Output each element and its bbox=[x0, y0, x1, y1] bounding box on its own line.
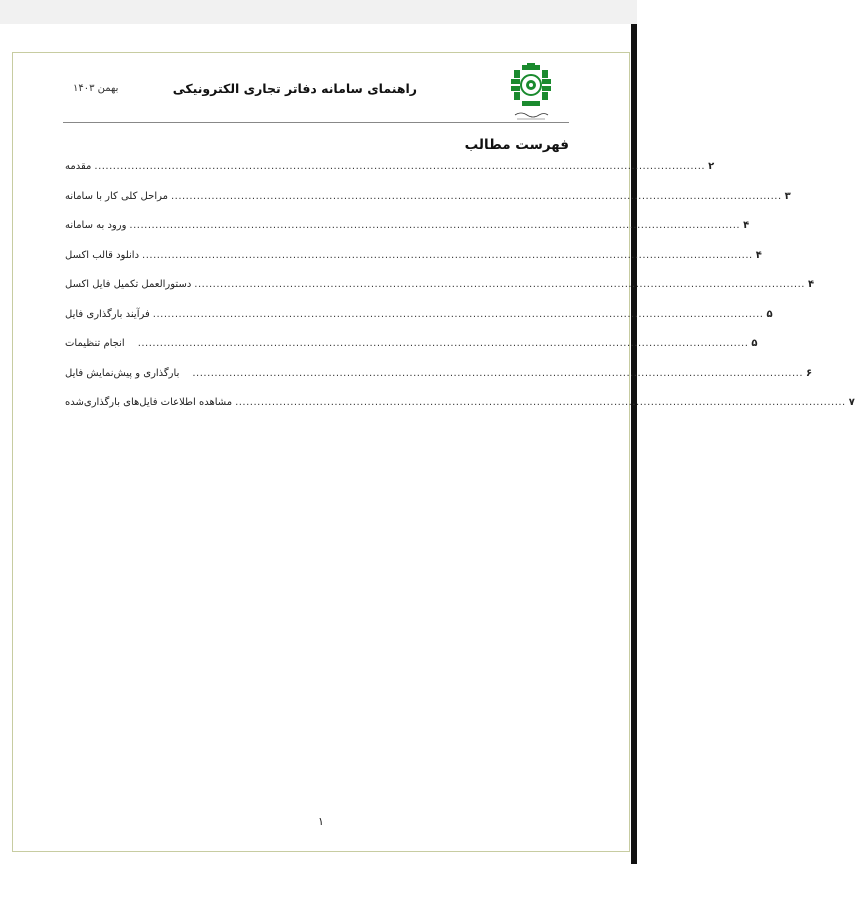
toc-leader-dots: ...................................................................................................................................................................... bbox=[137, 338, 749, 349]
toc-leader-dots: ...................................................................................................................................................................... bbox=[142, 249, 753, 261]
toc-entry-title: مراحل کلی کار با سامانه bbox=[65, 190, 168, 202]
viewer-top-bar bbox=[0, 0, 637, 24]
tax-organization-logo-icon bbox=[509, 63, 553, 123]
toc-entry-title: دانلود قالب اکسل bbox=[65, 249, 140, 261]
toc-entry-page: ۵ bbox=[751, 338, 758, 349]
toc-leader-dots: ...................................................................................................................................................................... bbox=[194, 279, 805, 290]
toc-entry-view-uploaded[interactable] bbox=[65, 397, 855, 427]
document-date: بهمن ۱۴۰۳ bbox=[73, 83, 119, 94]
toc-leader-dots: ...................................................................................................................................................................... bbox=[129, 220, 741, 231]
toc-entry-page: ۷ bbox=[848, 397, 855, 408]
toc-list bbox=[65, 161, 855, 427]
toc-entry-page: ۴ bbox=[807, 279, 815, 290]
toc-leader-dots: ...................................................................................................................................................................... bbox=[170, 190, 782, 202]
toc-heading: فهرست مطالب bbox=[464, 137, 569, 153]
toc-entry-title: مقدمه bbox=[65, 161, 92, 172]
toc-leader-dots: ...................................................................................................................................................................... bbox=[235, 397, 846, 408]
header-divider bbox=[63, 122, 569, 123]
toc-entry-login[interactable] bbox=[65, 220, 750, 250]
toc-entry-page: ۵ bbox=[766, 308, 773, 320]
toc-entry-excel-instructions[interactable] bbox=[65, 279, 815, 309]
toc-entry-title: مشاهده اطلاعات فایل‌های بارگذاری‌شده bbox=[65, 397, 233, 408]
viewer-scrollbar[interactable] bbox=[631, 24, 637, 864]
toc-leader-dots: ...................................................................................................................................................................... bbox=[192, 367, 804, 379]
toc-entry-page: ۴ bbox=[755, 249, 762, 261]
toc-entry-upload-preview[interactable] bbox=[65, 367, 813, 398]
toc-entry-title: دستورالعمل تکمیل فایل اکسل bbox=[65, 279, 192, 290]
toc-entry-page: ۲ bbox=[708, 161, 715, 172]
page-number: ۱ bbox=[318, 815, 324, 828]
toc-entry-title: انجام تنظیمات bbox=[65, 338, 125, 349]
toc-entry-upload-process[interactable] bbox=[65, 308, 773, 339]
toc-entry-download-template[interactable] bbox=[65, 249, 762, 280]
toc-entry-title: بارگذاری و پیش‌نمایش فایل bbox=[65, 367, 180, 379]
toc-entry-page: ۳ bbox=[784, 190, 791, 202]
toc-entry-title: ورود به سامانه bbox=[65, 220, 127, 231]
document-page bbox=[12, 52, 855, 852]
toc-entry-settings[interactable] bbox=[65, 338, 758, 368]
toc-entry-general-steps[interactable] bbox=[65, 190, 791, 221]
toc-entry-introduction[interactable] bbox=[65, 161, 715, 191]
toc-entry-title: فرآیند بارگذاری فایل bbox=[65, 308, 150, 320]
toc-leader-dots: ...................................................................................................................................................................... bbox=[94, 161, 706, 172]
document-title: راهنمای سامانه دفاتر تجاری الکترونیکی bbox=[172, 81, 417, 96]
toc-entry-page: ۶ bbox=[806, 367, 813, 379]
toc-entry-page: ۴ bbox=[743, 220, 750, 231]
toc-leader-dots: ...................................................................................................................................................................... bbox=[152, 308, 764, 320]
